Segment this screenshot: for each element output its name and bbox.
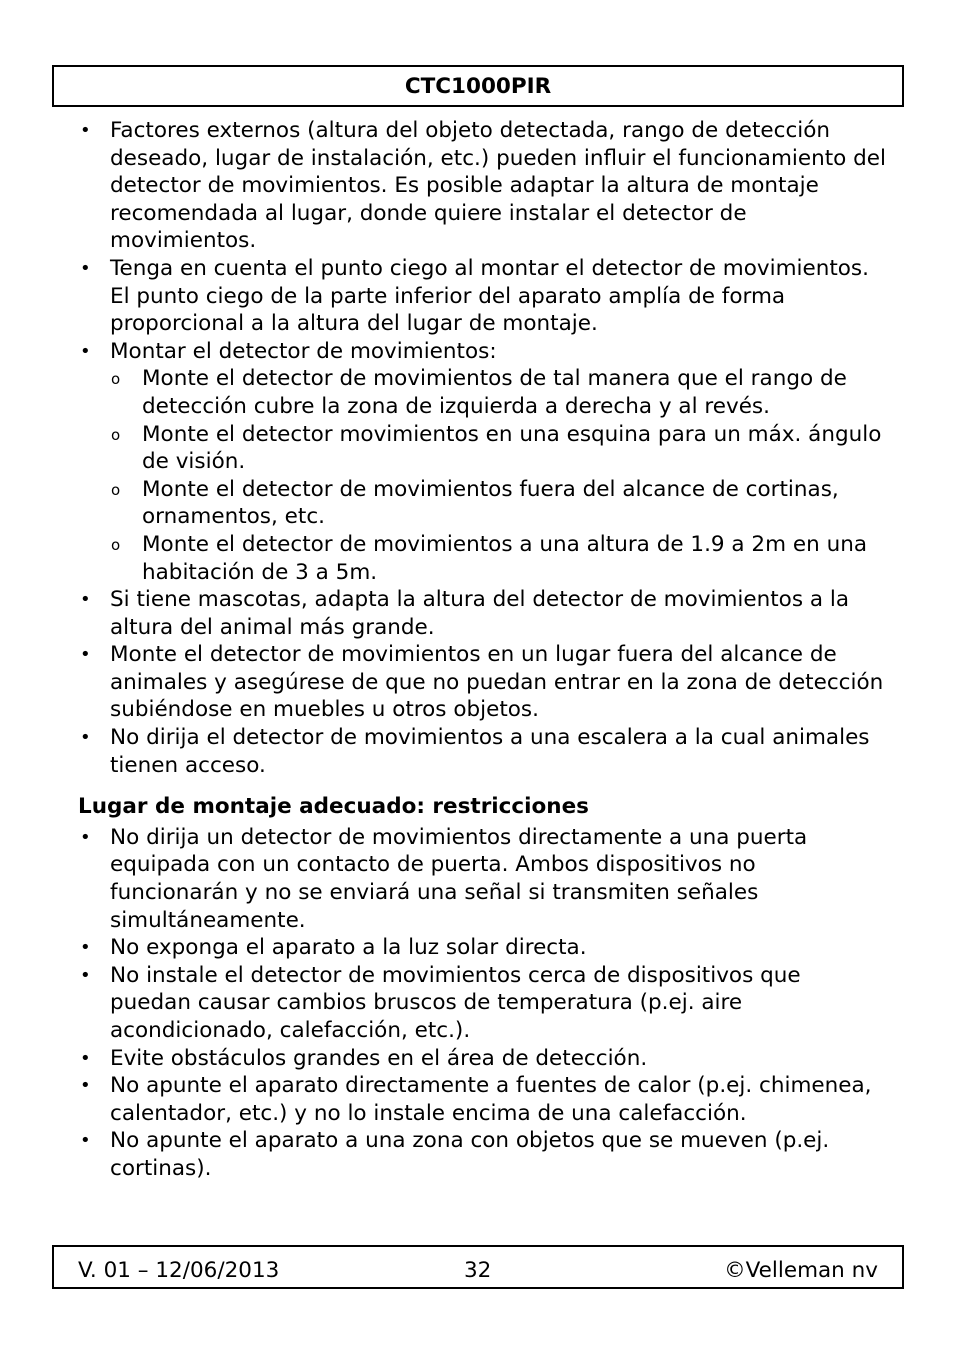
- sub-list-item: o Monte el detector de movimientos fuera del alcance de cortinas, ornamentos, etc.: [110, 476, 888, 531]
- list-item: • No dirija un detector de movimientos directamente a una puerta equipada con un contacto de puerta. Ambos dispositivos no funcionarán y no se enviará una señal si transmiten señales simultáneamente.: [78, 824, 888, 934]
- list-item: • No dirija el detector de movimientos a una escalera a la cual animales tienen acceso.: [78, 724, 888, 779]
- page-number: 32: [464, 1258, 492, 1283]
- bullet-list: [78, 824, 888, 1183]
- sub-list-item: o Monte el detector de movimientos de tal manera que el rango de detección cubre la zona de izquierda a derecha y al revés.: [110, 365, 888, 420]
- list-item: • Si tiene mascotas, adapta la altura del detector de movimientos a la altura del animal más grande.: [78, 586, 888, 641]
- list-item: • Monte el detector de movimientos en un lugar fuera del alcance de animales y asegúrese de que no puedan entrar en la zona de detección subiéndose en muebles u otros objetos.: [78, 641, 888, 724]
- list-item: [78, 338, 888, 586]
- list-item: • Factores externos (altura del objeto detectada, rango de detección deseado, lugar de instalación, etc.) pueden influir el funcionamiento del detector de movimientos. Es posible adaptar la altura de montaje recomendada al lugar, donde quiere instalar el detector de movimientos.: [78, 117, 888, 255]
- page-header: [52, 65, 904, 107]
- list-item: • Tenga en cuenta el punto ciego al montar el detector de movimientos. El punto ciego de la parte inferior del aparato amplía de forma proporcional a la altura del lugar de montaje.: [78, 255, 888, 338]
- page-content: [78, 117, 888, 1183]
- list-item: • No instale el detector de movimientos cerca de dispositivos que puedan causar cambios bruscos de temperatura (p.ej. aire acondicionado, calefacción, etc.).: [78, 962, 888, 1045]
- list-item-text: Montar el detector de movimientos:: [110, 338, 497, 364]
- sub-list-item: o Monte el detector movimientos en una esquina para un máx. ángulo de visión.: [110, 421, 888, 476]
- list-item: • No apunte el aparato directamente a fuentes de calor (p.ej. chimenea, calentador, etc.) y no lo instale encima de una calefacción.: [78, 1072, 888, 1127]
- copyright: ©Velleman nv: [724, 1258, 878, 1283]
- section-heading: Lugar de montaje adecuado: restricciones: [78, 794, 589, 820]
- list-item: • No apunte el aparato a una zona con objetos que se mueven (p.ej. cortinas).: [78, 1127, 888, 1182]
- page-footer: [52, 1245, 904, 1289]
- sub-list: [110, 365, 888, 586]
- bullet-list: [78, 117, 888, 779]
- sub-list-item: o Monte el detector de movimientos a una altura de 1.9 a 2m en una habitación de 3 a 5m.: [110, 531, 888, 586]
- list-item: • No exponga el aparato a la luz solar directa.: [78, 934, 888, 962]
- version-date: V. 01 – 12/06/2013: [78, 1258, 280, 1283]
- document-title: CTC1000PIR: [404, 74, 552, 99]
- list-item: • Evite obstáculos grandes en el área de detección.: [78, 1045, 888, 1073]
